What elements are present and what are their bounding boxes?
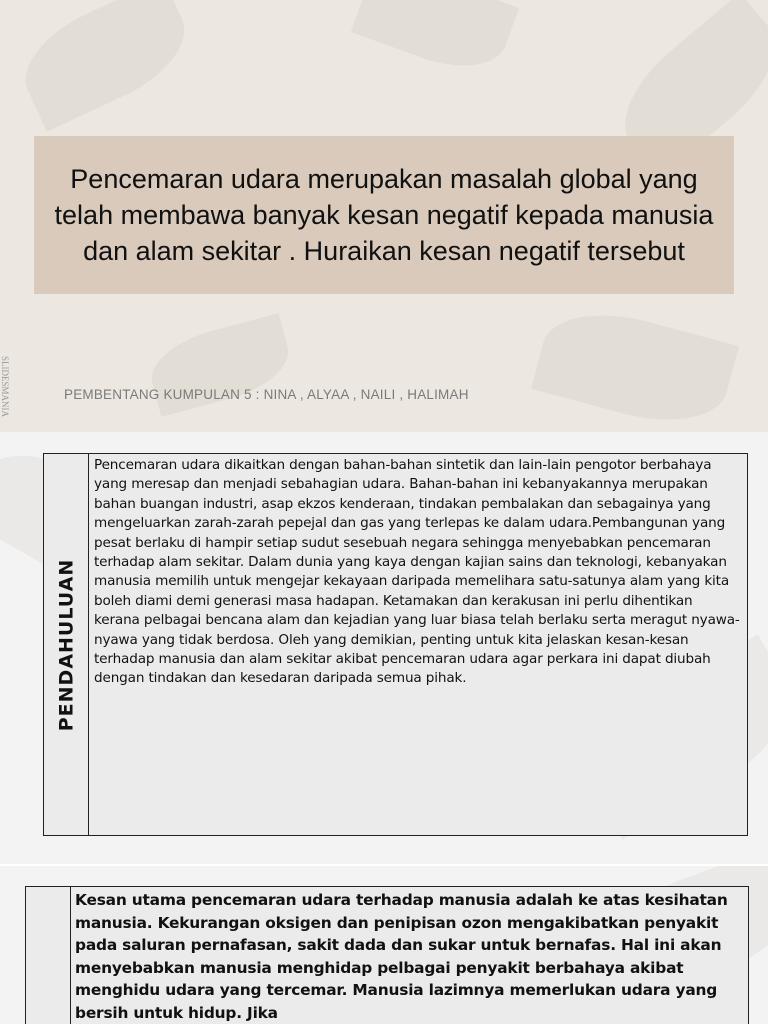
presenters-subtitle: PEMBENTANG KUMPULAN 5 : NINA , ALYAA , NAILI , HALIMAH [64, 387, 469, 402]
side-label: PENDAHULUAN [55, 558, 77, 731]
title-slide [0, 0, 768, 432]
effects-text: Kesan utama pencemaran udara terhadap manusia adalah ke atas kesihatan manusia. Kekurangan oksigen dan penipisan ozon mengakibatkan penyakit pada saluran pernafasan, sakit dada dan sukar untuk bernafas. Hal ini akan menyebabkan manusia menghidap pelbagai penyakit berbahaya akibat menghidu udara yang tercemar. Manusia lazimnya memerlukan udara yang bersih untuk hidup. Jika [75, 891, 728, 1022]
introduction-text: Pencemaran udara dikaitkan dengan bahan-bahan sintetik dan lain-lain pengotor berbahaya yang meresap dan menjadi sebahagian udara. Bahan-bahan ini kebanyakannya merupakan bahan buangan industri, asap ekzos kenderaan, tindakan pembalakan dan sebagainya yang mengeluarkan zarah-zarah pepejal dan gas yang terlepas ke dalam udara.Pembangunan yang pesat berlaku di hampir setiap sudut sesebuah negara sehingga menyebabkan pencemaran terhadap alam sekitar. Dalam dunia yang kaya dengan kajian sains dan teknologi, kebanyakan manusia memilih untuk mengejar kekayaan daripada memelihara satu-satunya alam yang kita boleh diami demi generasi masa hadapan. Ketamakan dan kerakusan ini perlu dihentikan kerana pelbagai bencana alam dan kejadian yang luar biasa telah berlaku serta meragut nyawa-nyawa yang tidak berdosa. Oleh yang demikian, penting untuk kita jelaskan kesan-kesan terhadap manusia dan alam sekitar akibat pencemaran udara agar perkara ini dapat diubah dengan tindakan dan kesedaran daripada semua pihak. [94, 457, 740, 687]
introduction-table [43, 453, 748, 836]
introduction-slide [0, 432, 768, 864]
slide-title: Pencemaran udara merupakan masalah global yang telah membawa banyak kesan negatif kepada manusia dan alam sekitar . Huraikan kesan negatif tersebut [54, 164, 714, 266]
leaf-decoration [351, 0, 519, 83]
leaf-decoration [9, 0, 201, 132]
watermark: SLIDESMANIA [0, 356, 10, 418]
leaf-decoration [531, 297, 739, 432]
effects-slide [0, 866, 768, 1024]
side-label-cell [44, 454, 89, 835]
effects-table [25, 886, 749, 1024]
side-label-cell [26, 887, 71, 1024]
title-box [34, 136, 734, 294]
